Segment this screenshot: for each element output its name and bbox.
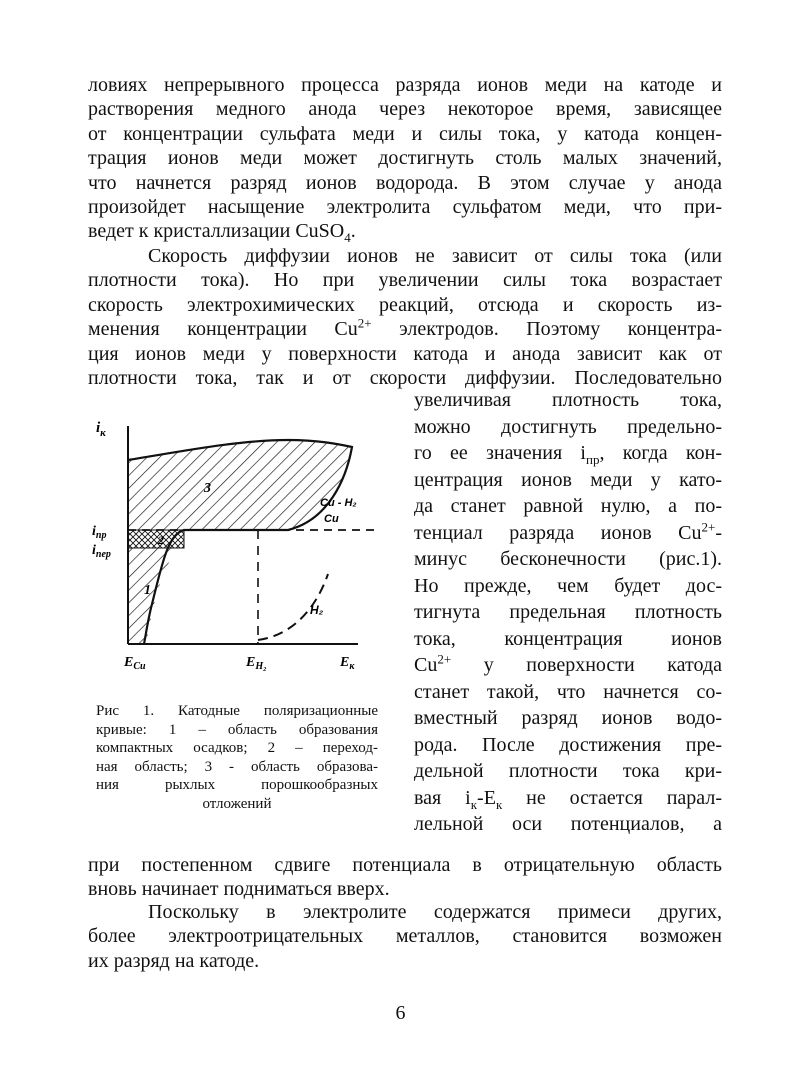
region-2-label: 2 [158,533,164,547]
text-line: лельной оси потенциалов, а [414,813,722,835]
text-fragment: , когда кон- [599,442,722,464]
text-line: плотности тока). Но при увеличении силы тока возрастает [88,269,722,292]
text-line: ция ионов меди у поверхности катода и анода зависит как от [88,342,722,365]
region-3-label: 3 [204,481,211,496]
text-line: при постепенном сдвиге потенциала в отрицательную область [88,854,722,876]
caption-line: кривые: 1 – область образования [96,721,378,738]
text-line: дельной плотности тока кри- [414,760,722,782]
figure-caption [96,702,378,813]
text-line: минус бесконечности (рис.1). [414,548,722,570]
caption-line: ния рыхлых порошкообразных [96,777,378,793]
text-line: трация ионов меди может достигнуть столь малых значений, [88,147,722,170]
region-2-crosshatch [128,530,184,548]
subscript: к [495,796,503,812]
text-fragment: Cu [414,654,438,676]
paragraph-1 [88,73,722,219]
x-label-ek: $E_к$ [340,655,355,672]
paragraph-2 [88,244,722,390]
text-fragment: вая i [414,786,471,809]
caption-line: Рис 1. Катодные поляризационные [96,703,378,719]
cu-label: Cu [324,513,339,525]
superscript: 2+ [701,518,716,534]
subscript: 4 [344,230,351,245]
text-line [414,652,722,679]
subscript: пр [586,452,600,467]
paragraph-4 [88,900,722,973]
paragraph-3 [88,853,722,902]
text-line: станет такой, что начнется со- [414,680,722,703]
text-line: тока, концентрация ионов [414,627,722,650]
text-line: вместный разряд ионов водо- [414,707,722,729]
text-line: плотности тока, так и от скорости диффузии. Последовательно [88,367,722,390]
text-line: да станет равной нулю, а по- [414,495,722,517]
cu-h2-label: Cu - H₂ [320,497,357,509]
text-line: произойдет насыщение электролита сульфатом меди, что при- [88,196,722,219]
region-1-label: 1 [144,583,151,598]
paragraph-1-last-line [88,219,722,243]
text-line: от концентрации сульфата меди и силы тока, у катода концен- [88,122,722,145]
text-line: растворения медного анода через некоторое время, зависящее [88,98,722,121]
text-fragment: ведет к кристаллизации CuSO [88,220,345,242]
text-fragment: - [715,521,722,544]
caption-line: отложений [202,795,272,812]
text-line: можно достигнуть предельно- [414,415,722,438]
x-label-eh2: $E_{H_2}$ [246,655,267,672]
text-fragment: не остается парал- [502,786,722,809]
text-line: Поскольку в электролите содержатся примеси других, [148,901,722,923]
text-line [414,440,722,467]
superscript: 2+ [437,651,452,667]
text-fragment: -E [477,786,496,809]
text-line: Скорость диффузии ионов не зависит от силы тока (или [148,245,722,267]
text-line [88,317,722,341]
text-line: центрация ионов меди у като- [414,468,722,491]
text-line: вновь начинает подниматься вверх. [88,878,390,901]
y-axis-label: $i_к$ [96,420,106,439]
caption-line: компактных осадков; 2 – переход- [96,740,378,756]
paragraph-2-right-column [414,387,722,838]
x-label-ecu: $E_{Cu}$ [124,655,146,672]
text-line: тигнута предельная плотность [414,601,722,623]
text-line: ловиях непрерывного процесса разряда ионов меди на катоде и [88,74,722,96]
text-line: увеличивая плотность тока, [414,389,722,411]
text-fragment: го ее значения i [414,442,586,464]
text-line: скорость электрохимических реакций, отсюда и скорость из- [88,293,722,316]
ipr-label: $i_{пр}$ [92,524,107,541]
text-line: рода. После достижения пре- [414,733,722,756]
h2-label: H₂ [310,603,324,617]
text-fragment: менения концентрации Cu [88,318,358,341]
text-fragment: тенциал разряда ионов Cu [414,521,702,544]
subscript: к [470,796,478,812]
text-line [414,520,722,547]
text-line [414,785,722,812]
text-line: их разряд на катоде. [88,949,260,972]
page-number: 6 [395,1002,406,1024]
caption-line: ная область; 3 - область образова- [96,758,378,775]
text-line: Но прежде, чем будет дос- [414,574,722,597]
text-fragment: . [350,220,356,242]
text-fragment: электродов. Поэтому концентра- [371,318,723,341]
iper-label: $i_{пер}$ [92,543,111,560]
text-line: что начнется разряд ионов водорода. В этом случае у анода [88,171,722,194]
text-line: более электроотрицательных металлов, становится возможен [88,925,722,948]
text-fragment: у поверхности катода [451,654,722,676]
superscript: 2+ [357,315,372,331]
polarization-figure [88,414,388,678]
